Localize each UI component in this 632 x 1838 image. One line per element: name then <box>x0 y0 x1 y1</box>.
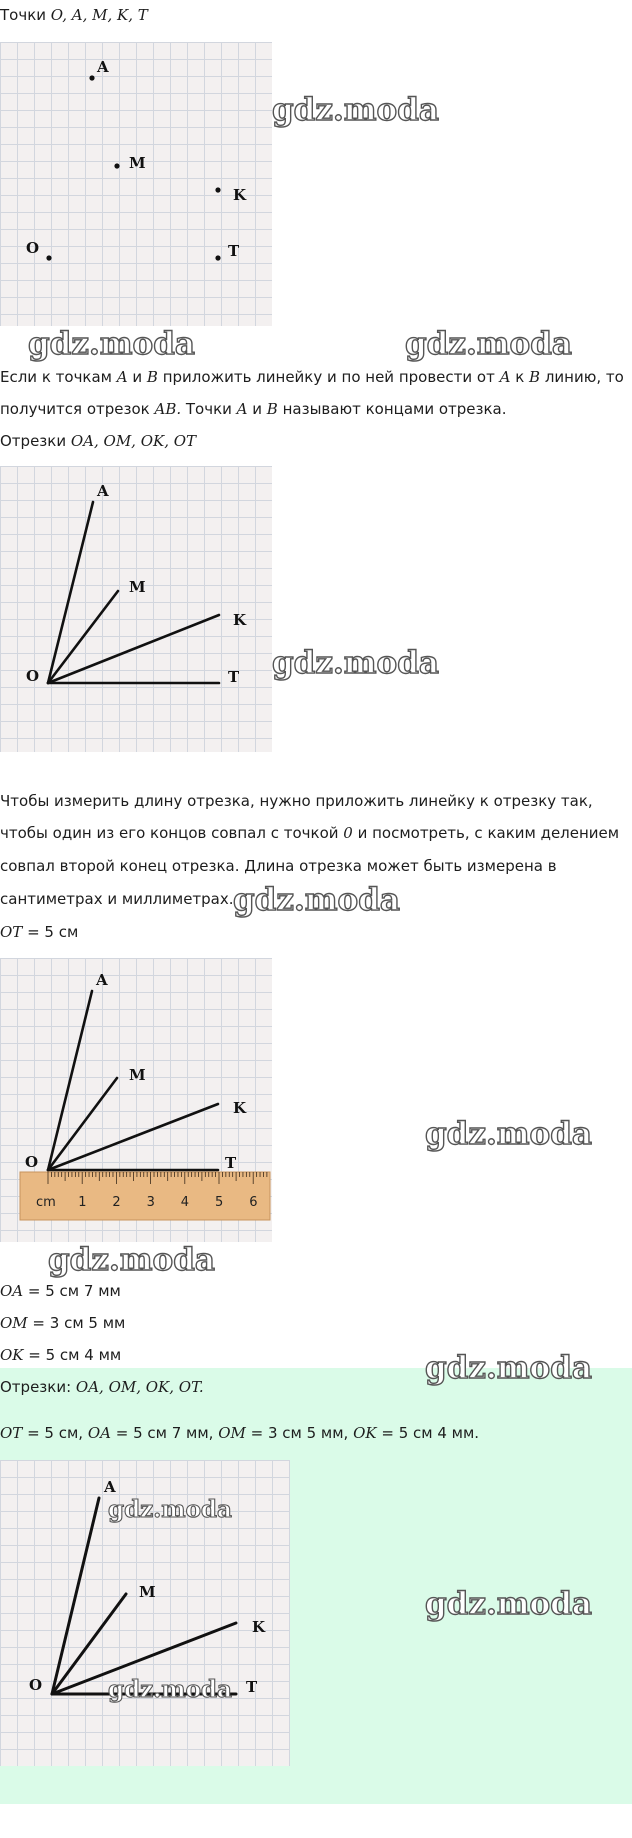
label-m: M <box>129 1066 146 1084</box>
ruler-tick-label: 5 <box>215 1195 224 1210</box>
points-heading-text: Точки <box>0 6 51 24</box>
segments-heading <box>0 430 196 452</box>
watermark: gdz.moda <box>233 882 400 918</box>
math-run: A <box>236 400 248 418</box>
measure-ok <box>0 1344 121 1366</box>
answer-heading <box>0 1376 204 1398</box>
watermark: gdz.moda <box>48 1242 215 1278</box>
label-a: A <box>96 971 108 989</box>
segments-heading-text: Отрезки <box>0 432 71 450</box>
text-run: = 3 см 5 мм, <box>245 1424 354 1442</box>
label-k: K <box>233 186 247 204</box>
math-run: A <box>499 368 511 386</box>
text-run: = 5 см <box>22 923 79 941</box>
figure-ruler <box>0 958 272 1242</box>
points-heading-math: O, A, M, K, T <box>50 6 148 24</box>
label-k: K <box>233 611 247 629</box>
text-run: Чтобы измерить длину отрезка, нужно приложить линейку к отрезку так, <box>0 792 593 810</box>
point-a <box>89 75 94 80</box>
math-run: OA <box>0 1282 24 1300</box>
figure-points <box>0 42 272 326</box>
label-t: T <box>228 668 240 686</box>
text-run: = 5 см 4 мм <box>23 1346 122 1364</box>
figure-segments <box>0 466 272 752</box>
definition-line-1 <box>0 366 624 388</box>
measure-line-3 <box>0 855 557 877</box>
text-run: = 3 см 5 мм <box>27 1314 126 1332</box>
label-t: T <box>225 1154 237 1172</box>
label-a: A <box>97 482 109 500</box>
text-run: чтобы один из его концов совпал с точкой <box>0 824 344 842</box>
math-run: OK <box>353 1424 377 1442</box>
label-m: M <box>139 1583 156 1601</box>
text-run: = 5 см, <box>22 1424 88 1442</box>
ruler-tick-label: 6 <box>249 1195 258 1210</box>
math-run: OA <box>87 1424 111 1442</box>
watermark: gdz.moda <box>405 326 572 362</box>
label-t: T <box>246 1678 258 1696</box>
text-run: сантиметрах и миллиметрах. <box>0 890 234 908</box>
text-run: Если к точкам <box>0 368 117 386</box>
point-t <box>215 255 220 260</box>
measure-line-2 <box>0 822 619 844</box>
math-run: OT <box>0 1424 23 1442</box>
point-k <box>215 187 220 192</box>
text-run: = 5 см 7 мм, <box>110 1424 219 1442</box>
text-run: = 5 см 7 мм <box>23 1282 121 1300</box>
label-o: O <box>29 1676 43 1694</box>
label-m: M <box>129 578 146 596</box>
watermark: gdz.moda <box>425 1586 592 1622</box>
math-run: OA, OM, OK, OT. <box>75 1378 204 1396</box>
ruler-unit: cm <box>36 1195 56 1210</box>
watermark: gdz.moda <box>272 645 439 681</box>
watermark: gdz.moda <box>108 1496 232 1523</box>
figure-points-svg <box>0 42 272 326</box>
label-k: K <box>233 1099 247 1117</box>
text-run: называют концами отрезка. <box>277 400 507 418</box>
label-o: O <box>26 239 40 257</box>
measure-line-1 <box>0 790 593 812</box>
watermark: gdz.moda <box>28 326 195 362</box>
label-a: A <box>97 58 109 76</box>
ruler-tick-label: 2 <box>112 1195 121 1210</box>
text-run: и посмотреть, с каким делением <box>352 824 620 842</box>
text-run: = 5 см 4 мм. <box>376 1424 480 1442</box>
text-run: линию, то <box>540 368 624 386</box>
figure-ruler-svg <box>0 958 272 1242</box>
math-run: OM <box>218 1424 246 1442</box>
measure-ot <box>0 921 78 943</box>
label-t: T <box>228 242 240 260</box>
ruler <box>20 1172 270 1220</box>
text-run: Отрезки: <box>0 1378 76 1396</box>
math-run: 0 <box>343 824 353 842</box>
label-a: A <box>104 1478 116 1496</box>
segment-oa <box>48 502 93 683</box>
text-run: приложить линейку и по ней провести от <box>157 368 500 386</box>
math-run: OT <box>0 923 23 941</box>
watermark: gdz.moda <box>425 1350 592 1386</box>
text-run: Точки <box>181 400 237 418</box>
definition-line-2 <box>0 398 507 420</box>
math-run: OK <box>0 1346 24 1364</box>
label-o: O <box>25 1153 39 1171</box>
text-run: к <box>510 368 530 386</box>
math-run: B <box>146 368 158 386</box>
text-run: и <box>127 368 147 386</box>
measure-om <box>0 1312 125 1334</box>
label-m: M <box>129 154 146 172</box>
segments-heading-math: OA, OM, OK, OT <box>70 432 197 450</box>
measure-oa <box>0 1280 121 1302</box>
watermark: gdz.moda <box>425 1116 592 1152</box>
watermark: gdz.moda <box>272 92 439 128</box>
math-run: B <box>529 368 541 386</box>
ruler-tick-label: 4 <box>180 1195 190 1210</box>
math-run: A <box>116 368 128 386</box>
segment-oa <box>48 991 92 1170</box>
math-run: OM <box>0 1314 28 1332</box>
ruler-tick-label: 3 <box>146 1195 155 1210</box>
label-o: O <box>26 667 40 685</box>
point-m <box>114 163 119 168</box>
text-run: совпал второй конец отрезка. Длина отрезка может быть измерена в <box>0 857 557 875</box>
measure-line-4 <box>0 888 234 910</box>
text-run: и <box>247 400 267 418</box>
figure-segments-svg <box>0 466 272 752</box>
point-o <box>46 255 51 260</box>
text-run: получится отрезок <box>0 400 155 418</box>
ruler-body <box>20 1172 270 1220</box>
answer-measures <box>0 1422 479 1444</box>
watermark: gdz.moda <box>108 1676 232 1703</box>
label-k: K <box>252 1618 266 1636</box>
math-run: AB. <box>154 400 182 418</box>
ruler-tick-label: 1 <box>78 1195 87 1210</box>
math-run: B <box>266 400 278 418</box>
points-heading <box>0 4 148 26</box>
